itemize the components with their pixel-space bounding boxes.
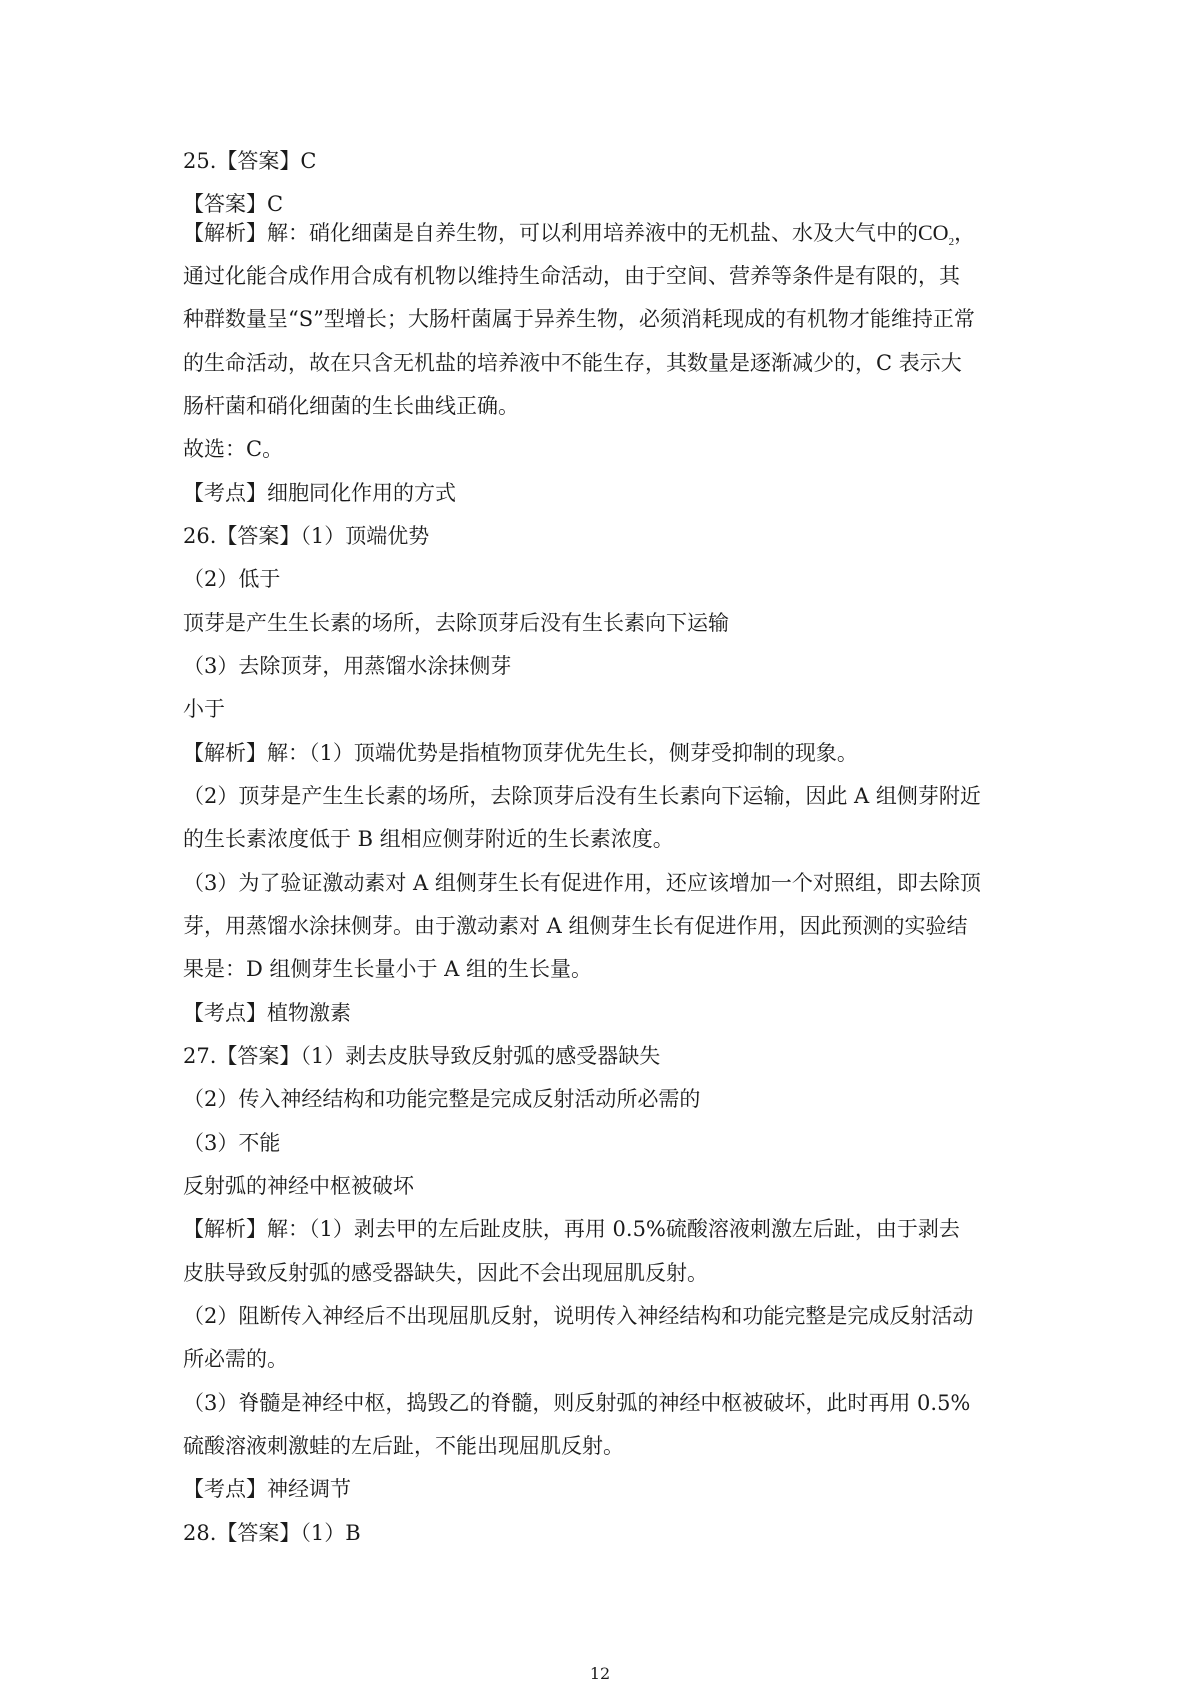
text-line: （2）传入神经结构和功能完整是完成反射活动所必需的 <box>183 1087 701 1111</box>
text-line: （2）低于 <box>183 567 281 591</box>
page-number: 12 <box>589 1664 611 1683</box>
text-line: 【考点】神经调节 <box>183 1477 351 1501</box>
text-line: 的生长素浓度低于 B 组相应侧芽附近的生长素浓度。 <box>183 827 674 851</box>
text-line: （3）脊髓是神经中枢，捣毁乙的脊髓，则反射弧的神经中枢被破坏，此时再用 0.5% <box>183 1391 971 1415</box>
text-line: 顶芽是产生生长素的场所，去除顶芽后没有生长素向下运输 <box>183 611 729 635</box>
text-line: 的生命活动，故在只含无机盐的培养液中不能生存，其数量是逐渐减少的，C 表示大 <box>183 351 962 375</box>
text-line: （2）阻断传入神经后不出现屈肌反射，说明传入神经结构和功能完整是完成反射活动 <box>183 1304 974 1328</box>
text-line: 【解析】解：（1）顶端优势是指植物顶芽优先生长，侧芽受抑制的现象。 <box>183 741 858 765</box>
formula-subscript: 2 <box>948 236 955 248</box>
text-line: 小于 <box>183 697 225 721</box>
text-line: 【答案】C <box>183 192 284 216</box>
text-line: 所必需的。 <box>183 1347 288 1371</box>
text-line: 芽，用蒸馏水涂抹侧芽。由于激动素对 A 组侧芽生长有促进作用，因此预测的实验结 <box>183 914 968 938</box>
text-fragment: 【解析】解：硝化细菌是自养生物，可以利用培养液中的无机盐、水及大气中的 <box>183 221 918 245</box>
text-line: 25.【答案】C <box>183 149 317 173</box>
text-line: 26.【答案】（1）顶端优势 <box>183 524 430 548</box>
text-line: （3）不能 <box>183 1131 281 1155</box>
text-line: （3）为了验证激动素对 A 组侧芽生长有促进作用，还应该增加一个对照组，即去除顶 <box>183 871 981 895</box>
text-line: 皮肤导致反射弧的感受器缺失，因此不会出现屈肌反射。 <box>183 1261 708 1285</box>
formula-base: CO <box>918 220 949 245</box>
text-line: 故选：C。 <box>183 437 284 461</box>
text-line: 【考点】植物激素 <box>183 1001 351 1025</box>
text-line: 肠杆菌和硝化细菌的生长曲线正确。 <box>183 394 519 418</box>
text-line: 通过化能合成作用合成有机物以维持生命活动，由于空间、营养等条件是有限的，其 <box>183 264 960 288</box>
text-line: （2）顶芽是产生生长素的场所，去除顶芽后没有生长素向下运输，因此 A 组侧芽附近 <box>183 784 981 808</box>
text-line: 【考点】细胞同化作用的方式 <box>183 481 456 505</box>
text-line: 反射弧的神经中枢被破坏 <box>183 1174 414 1198</box>
co2-formula <box>918 220 955 248</box>
formula-trailing: ， <box>954 221 976 245</box>
text-line-with-formula <box>183 219 975 256</box>
text-line: 果是：D 组侧芽生长量小于 A 组的生长量。 <box>183 957 593 981</box>
text-line: 硫酸溶液刺激蛙的左后趾，不能出现屈肌反射。 <box>183 1434 624 1458</box>
text-line: 【解析】解：（1）剥去甲的左后趾皮肤，再用 0.5%硫酸溶液刺激左后趾，由于剥去 <box>183 1217 960 1241</box>
text-line: 种群数量呈“S”型增长；大肠杆菌属于异养生物，必须消耗现成的有机物才能维持正常 <box>183 307 975 331</box>
text-line: 28.【答案】（1）B <box>183 1521 361 1545</box>
text-line: （3）去除顶芽，用蒸馏水涂抹侧芽 <box>183 654 512 678</box>
text-line: 27.【答案】（1）剥去皮肤导致反射弧的感受器缺失 <box>183 1044 661 1068</box>
